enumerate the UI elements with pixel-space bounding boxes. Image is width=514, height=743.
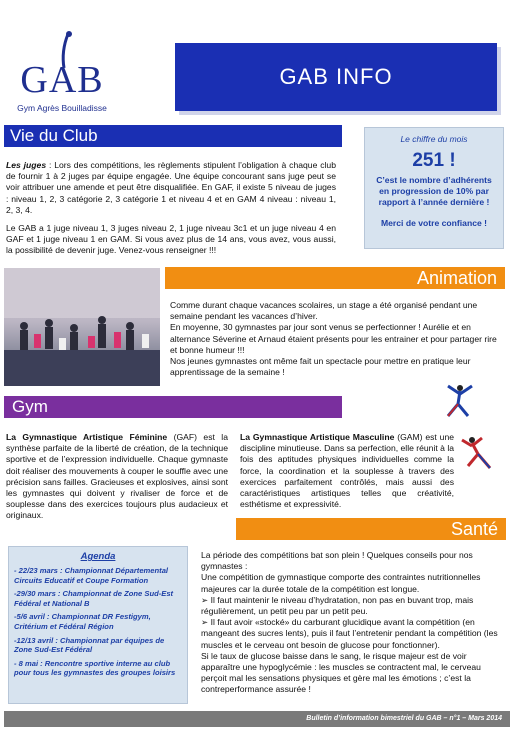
animation-line: Nos jeunes gymnastes ont même fait un spectacle pour mettre en pratique leur apprentissage de la semaine ! xyxy=(170,356,471,378)
agenda-box xyxy=(8,546,188,704)
group-photo-image xyxy=(4,268,160,386)
gaf-title: La Gymnastique Artistique Féminine xyxy=(6,432,168,442)
section-header-animation: Animation xyxy=(165,267,505,289)
club-paragraph-juges xyxy=(6,160,336,216)
juges-body: : Lors des compétitions, les règlements stipulent l’obligation à chaque club de fournir 1 à 2 juges par équipe engagée. Une équipe concourant sans juge peut se voir attribuer une amende et peut être disqualifiée. En GAF, il existe 5 niveau de juges : niveau 1, 2, 3 catégorie 2, 3 catégorie 1 et niveau 4 et en GAM 4 niveau : niveau 1, 2, 3, 4. xyxy=(6,160,336,215)
male-gymnast-icon xyxy=(458,430,498,474)
sante-line: Une compétition de gymnastique comporte des contraintes nutritionnelles majeures car la durée totale de la compétition est longue. xyxy=(201,572,481,594)
gaf-body: (GAF) est la synthèse parfaite de la liberté de création, de la technique sportive et de l’expression individuelle. Chaque gymnaste doit réaliser des mouvements à couper le souffle avec une précision sans failles. Gracieuses et explosives, ainsi sont les gymnastes qui doivent y rivaliser de force et de souplesse dans des exercices toujours plus audacieux et originaux. xyxy=(6,432,228,521)
gam-title: La Gymnastique Artistique Masculine xyxy=(240,432,395,442)
juges-label: Les juges xyxy=(6,160,47,170)
logo-text: GAB xyxy=(20,59,104,101)
sante-line: La période des compétitions bat son plein ! Quelques conseils pour nos gymnastes : xyxy=(201,550,473,572)
newsletter-title-box xyxy=(175,43,497,111)
gaf-paragraph xyxy=(6,432,228,522)
agenda-item: -5/6 avril : Championnat DR Festigym, Critérium et Fédéral Région xyxy=(14,612,151,631)
chiffre-description: C’est le nombre d’adhérents en progression de 10% par rapport à l’année dernière ! xyxy=(376,175,492,207)
gam-body: (GAM) est une discipline minutieuse. Dans sa perfection, elle réunit à la fois des aptitudes physiques individuelles comme la force, la coordination et la souplesse à travers des exercices parfaitement contrôlés, mais aussi des caractéristiques artistiques telles que créativité, esthétisme et expressivité. xyxy=(240,432,455,510)
sante-line: Si le taux de glucose baisse dans le sang, le risque majeur est de voir apparaître une hypoglycémie : les muscles se contractent mal, le cerveau perçoit mal les sensations physiques et gère mal les émotions ; c’est la contreperformance assurée ! xyxy=(201,650,481,695)
club-logo xyxy=(12,30,122,120)
female-gymnast-icon xyxy=(440,380,480,424)
chiffre-du-mois-box xyxy=(364,127,504,249)
agenda-item: -12/13 avril : Championnat par équipes de Zone Sud-Est Fédéral xyxy=(14,635,165,655)
chiffre-thanks: Merci de votre confiance ! xyxy=(380,218,488,228)
agenda-item: - 22/23 mars : Championnat Départemental Circuits Educatif et Coupe Formation xyxy=(14,566,169,585)
animation-line: En moyenne, 30 gymnastes par jour sont venus se perfectionner ! Aurélie et en alternance Séverine et Arnaud étaient présents pour les entrainer et pour partager rire et bonne humeur !!! xyxy=(170,322,497,355)
footer-bar: Bulletin d’information bimestriel du GAB – n°1 – Mars 2014 xyxy=(4,711,510,727)
section-header-sante: Santé xyxy=(236,518,506,540)
club-paragraph-gab: Le GAB a 1 juge niveau 1, 3 juges niveau 2, 1 juge niveau 3c1 et un juge niveau 4 en GAF et 1 juge niveau 1 en GAM. Si vous avez plus de 14 ans, vous avez, vous aussi, la possibilité de devenir juge. Venez-vous renseigner !!! xyxy=(6,223,336,256)
chiffre-label: Le chiffre du mois xyxy=(400,134,468,144)
chiffre-number: 251 ! xyxy=(412,150,456,171)
agenda-title: Agenda xyxy=(80,551,116,562)
sante-line: ➢ Il faut maintenir le niveau d’hydratation, non pas en buvant trop, mais régulièrement, un petit peu par un petit peu. xyxy=(201,594,474,617)
sante-text xyxy=(201,550,507,696)
logo-subtitle: Gym Agrès Bouilladisse xyxy=(17,103,107,113)
section-header-gym: Gym xyxy=(4,396,342,418)
newsletter-title: GAB INFO xyxy=(279,64,393,89)
animation-text xyxy=(170,300,504,378)
agenda-item: -29/30 mars : Championnat de Zone Sud-Est Fédéral et National B xyxy=(14,589,174,608)
agenda-item: - 8 mai : Rencontre sportive interne au club pour tous les gymnastes des groupes loisirs xyxy=(14,658,176,678)
group-photo xyxy=(4,268,160,386)
gam-paragraph xyxy=(240,432,454,510)
section-header-club: Vie du Club xyxy=(4,125,342,147)
animation-line: Comme durant chaque vacances scolaires, un stage a été organisé pendant une semaine pendant les vacances d’hiver. xyxy=(170,300,478,322)
sante-line: ➢ Il faut avoir «stocké» du carburant glucidique avant la compétition (en mangeant des sucres lents), puis il faut l’entretenir pendant la compétition (les muscles et le cerveau ont besoin de glucose pour fonctionner). xyxy=(201,617,498,650)
